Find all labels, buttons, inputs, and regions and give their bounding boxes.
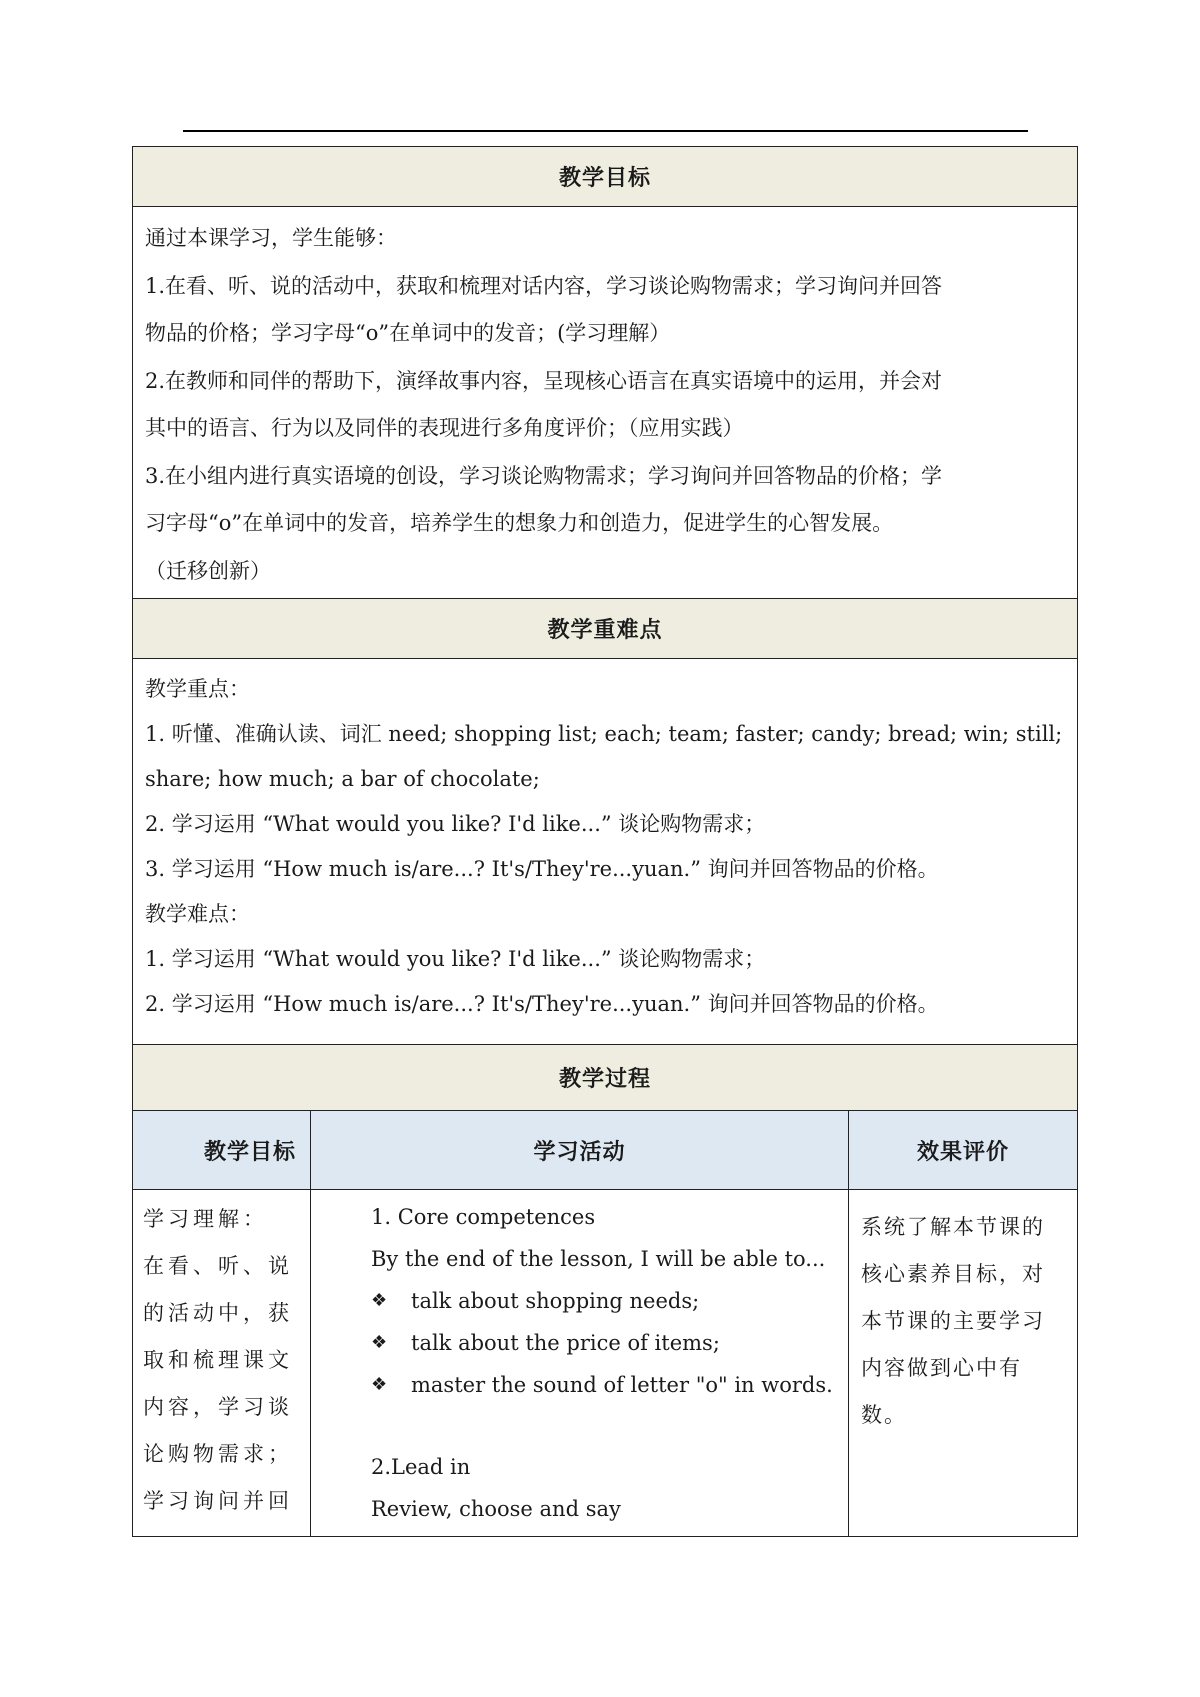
diamond-bullet-icon: ❖ [371, 1290, 388, 1311]
keypoints-heading: 教学重难点 [133, 599, 1077, 659]
lesson-plan-table [132, 146, 1078, 1537]
goals-line: 物品的价格；学习字母“o”在单词中的发音；(学习理解） [145, 321, 671, 345]
col-header-evaluation: 效果评价 [849, 1111, 1077, 1190]
keypoints-line: 教学难点： [145, 902, 250, 926]
keypoints-line: 1. 学习运用 “What would you like? I'd like...” 谈论购物需求； [145, 947, 766, 971]
evaluation-cell [849, 1190, 1077, 1536]
evaluation-line: 本节课的主要学习 [861, 1309, 1045, 1333]
evaluation-line: 内容做到心中有 [861, 1356, 1022, 1380]
goals-heading: 教学目标 [133, 147, 1077, 207]
activity-text: Review, choose and say [371, 1497, 621, 1521]
goals-line: 其中的语言、行为以及同伴的表现进行多角度评价；（应用实践） [145, 416, 744, 440]
bullet-item [371, 1322, 844, 1364]
keypoints-line: share; how much; a bar of chocolate; [145, 767, 540, 791]
goals-line: 习字母“o”在单词中的发音，培养学生的想象力和创造力，促进学生的心智发展。 [145, 511, 894, 535]
goals-body [133, 207, 1077, 599]
activity-intro: By the end of the lesson, I will be able to... [371, 1247, 826, 1271]
goals-line: （迁移创新） [145, 558, 271, 583]
process-heading: 教学过程 [133, 1045, 1077, 1111]
bullet-item [371, 1280, 844, 1322]
keypoints-line: 1. 听懂、准确认读、词汇 need; shopping list; each; team; faster; candy; bread; win; still; [145, 722, 1063, 746]
bullet-text: master the sound of letter "o" in words. [411, 1373, 833, 1397]
evaluation-line: 数。 [861, 1403, 907, 1427]
goals-line: 3.在小组内进行真实语境的创设，学习谈论购物需求；学习询问并回答物品的价格；学 [145, 463, 943, 488]
goal-line: 学习理解： [143, 1207, 268, 1231]
keypoints-line: 3. 学习运用 “How much is/are...? It's/They're...yuan.” 询问并回答物品的价格。 [145, 857, 939, 881]
goals-line: 2.在教师和同伴的帮助下，演绎故事内容，呈现核心语言在真实语境中的运用，并会对 [145, 368, 943, 393]
col-header-goal: 教学目标 [133, 1111, 311, 1190]
goal-line: 学习询问并回 [143, 1489, 293, 1513]
goal-line: 的活动中，获 [143, 1301, 293, 1325]
evaluation-line: 系统了解本节课的 [861, 1215, 1045, 1239]
process-grid [133, 1111, 1077, 1536]
keypoints-body [133, 659, 1077, 1045]
col-header-activity: 学习活动 [311, 1111, 849, 1190]
goal-line: 取和梳理课文 [143, 1348, 293, 1372]
bullet-text: talk about shopping needs; [411, 1289, 700, 1313]
keypoints-line: 2. 学习运用 “How much is/are...? It's/They're...yuan.” 询问并回答物品的价格。 [145, 992, 939, 1016]
goal-line: 内容，学习谈 [143, 1395, 293, 1419]
goal-line: 论购物需求； [143, 1442, 293, 1466]
activity-heading: 1. Core competences [371, 1205, 596, 1229]
bullet-text: talk about the price of items; [411, 1331, 720, 1355]
keypoints-line: 2. 学习运用 “What would you like? I'd like...” 谈论购物需求； [145, 812, 766, 836]
activity-heading: 2.Lead in [371, 1455, 471, 1479]
bullet-item [371, 1364, 844, 1406]
diamond-bullet-icon: ❖ [371, 1374, 388, 1395]
evaluation-line: 核心素养目标，对 [861, 1262, 1045, 1286]
goals-line: 1.在看、听、说的活动中，获取和梳理对话内容，学习谈论购物需求；学习询问并回答 [145, 273, 943, 298]
activity-cell [311, 1190, 849, 1536]
diamond-bullet-icon: ❖ [371, 1332, 388, 1353]
goal-cell [133, 1190, 311, 1536]
header-rule [183, 130, 1028, 132]
keypoints-line: 教学重点： [145, 677, 250, 701]
goals-line: 通过本课学习，学生能够： [145, 226, 397, 250]
goal-line: 在看、听、说 [143, 1254, 293, 1278]
